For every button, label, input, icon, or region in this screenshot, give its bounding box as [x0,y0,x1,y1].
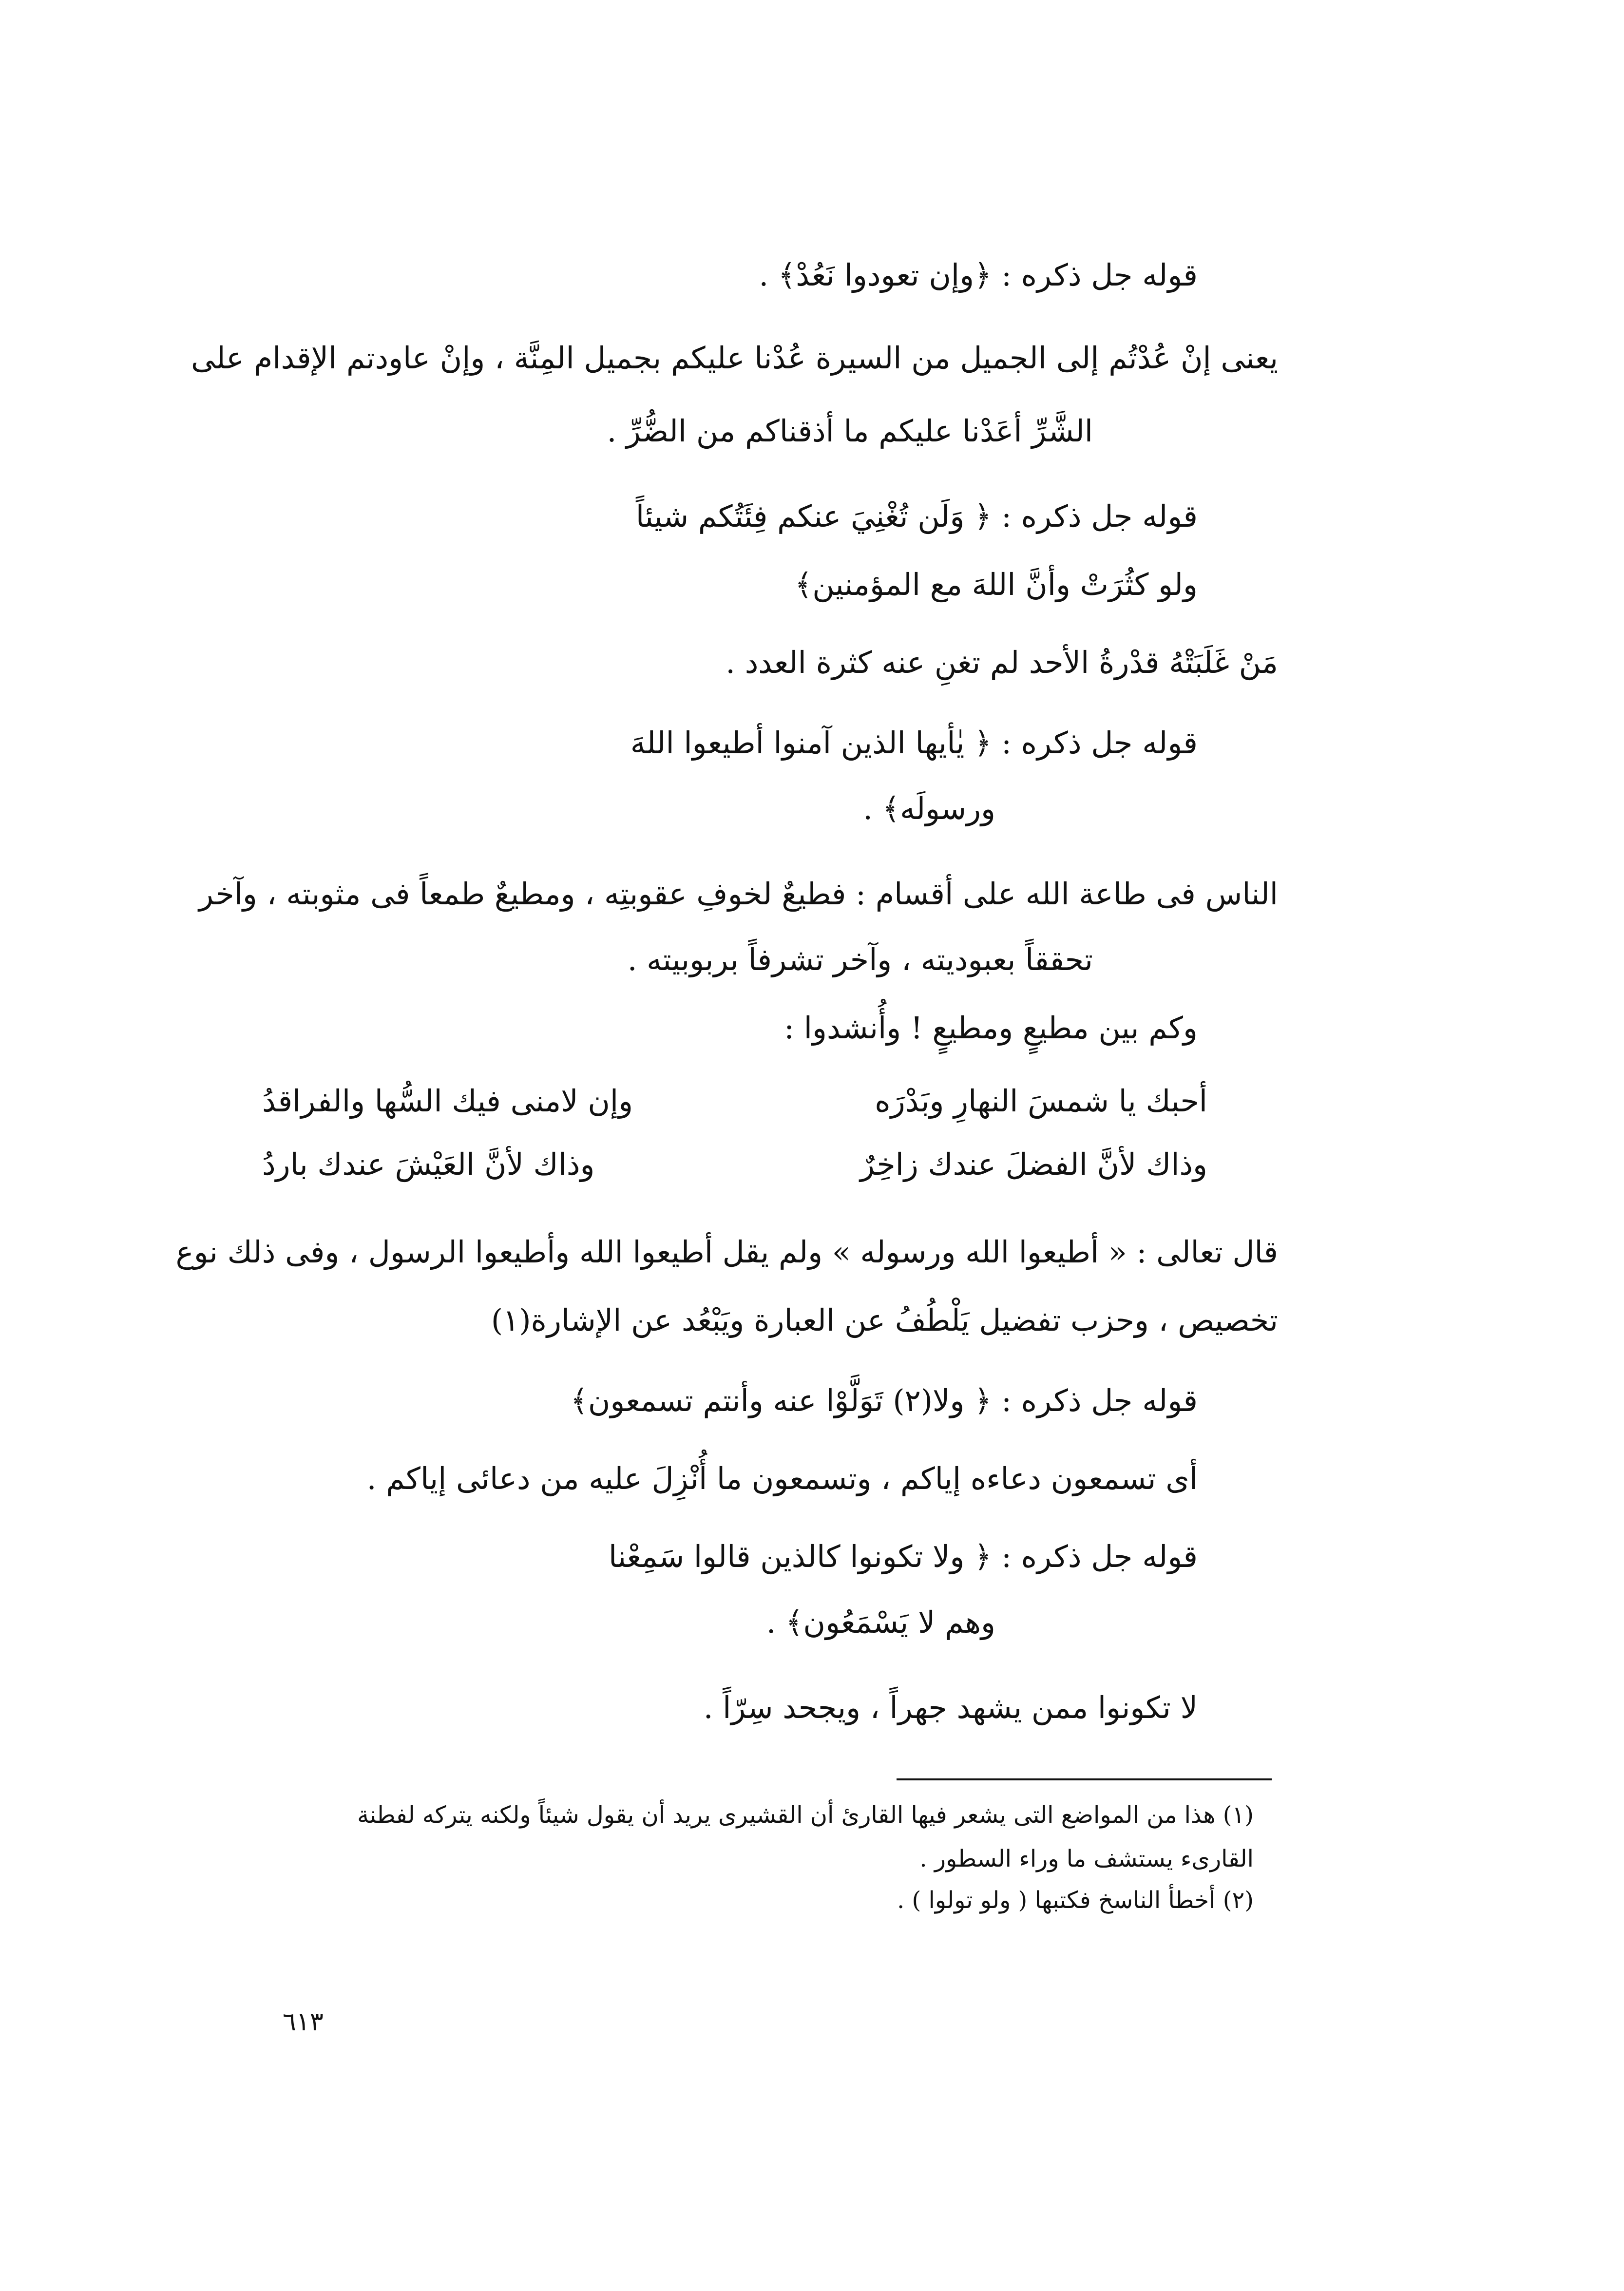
poem-verse-1-first-hemistich: أحبك يا شمسَ النهارِ وبَدْرَه [875,1083,1207,1119]
footnote-separator [897,1778,1272,1780]
commentary-line-7: قال تعالى : « أطيعوا الله ورسوله » ولم يقل أطيعوا الله وأطيعوا الرسول ، وفى ذلك نوع [175,1234,1278,1270]
commentary-line-4: الناس فى طاعة الله على أقسام : فطيعٌ لخوفِ عقوبتِه ، ومطيعٌ طمعاً فى مثوبته ، وآخر [199,876,1278,912]
poem-verse-2 [262,1143,1207,1186]
poem-verse-1-second-hemistich: وإن لامنى فيك السُّها والفراقدُ [262,1083,633,1119]
verse-heading-4: قوله جل ذكره : ﴿ ولا(٢) تَوَلَّوْا عنه وأنتم تسمعون﴾ [570,1383,1198,1418]
commentary-line-10: لا تكونوا ممن يشهد جهراً ، ويجحد سِرّاً . [703,1690,1198,1725]
verse-heading-1: قوله جل ذكره : ﴿وإن تعودوا نَعُدْ﴾ . [759,257,1198,293]
footnote-1: (١) هذا من المواضع التى يشعر فيها القارئ أن القشيرى يريد أن يقول شيئاً ولكنه يتركه لفطنة [357,1801,1254,1829]
commentary-line-1: يعنى إنْ عُدْتُم إلى الجميل من السيرة عُدْنا عليكم بجميل المِنَّة ، وإنْ عاودتم الإقدام على [191,340,1278,376]
commentary-line-8: تخصيص ، وحزب تفضيل يَلْطُفُ عن العبارة ويَبْعُد عن الإشارة(١) [491,1302,1278,1338]
verse-heading-2-cont: ولو كثُرَتْ وأنَّ اللهَ مع المؤمنين﴾ [794,567,1198,602]
poem-verse-2-second-hemistich: وذاك لأنَّ العَيْشَ عندك باردُ [262,1146,595,1182]
verse-heading-3: قوله جل ذكره : ﴿ يٰأيها الذين آمنوا أطيعوا اللهَ [630,725,1198,761]
commentary-line-2: الشَّرِّ أعَدْنا عليكم ما أذقناكم من الضُّرِّ . [607,413,1093,449]
verse-heading-5: قوله جل ذكره : ﴿ ولا تكونوا كالذين قالوا سَمِعْنا [608,1539,1198,1574]
footnote-1-cont: القارىء يستشف ما وراء السطور . [919,1845,1254,1872]
verse-heading-3-cont: ورسولَه﴾ . [863,791,995,826]
verse-heading-2: قوله جل ذكره : ﴿ وَلَن تُغْنِيَ عنكم فِئَتُكم شيئاً [635,498,1198,534]
poem-verse-1 [262,1079,1207,1123]
commentary-line-6: وكم بين مطيعٍ ومطيعٍ ! وأُنشدوا : [784,1010,1198,1046]
footnote-2: (٢) أخطأ الناسخ فكتبها ( ولو تولوا ) . [897,1887,1254,1914]
commentary-line-3: مَنْ غَلَبَتْهُ قدْرةُ الأحد لم تغنِ عنه كثرة العدد . [726,645,1278,680]
commentary-line-9: أى تسمعون دعاءه إياكم ، وتسمعون ما أُنْزِلَ عليه من دعائى إياكم . [366,1461,1198,1496]
verse-heading-5-cont: وهم لا يَسْمَعُون﴾ . [766,1604,995,1640]
page-number: ٦١٣ [283,2007,324,2037]
commentary-line-5: تحققاً بعبوديته ، وآخر تشرفاً بربوبيته . [627,942,1093,977]
poem-verse-2-first-hemistich: وذاك لأنَّ الفضلَ عندك زاخِرٌ [860,1146,1207,1182]
